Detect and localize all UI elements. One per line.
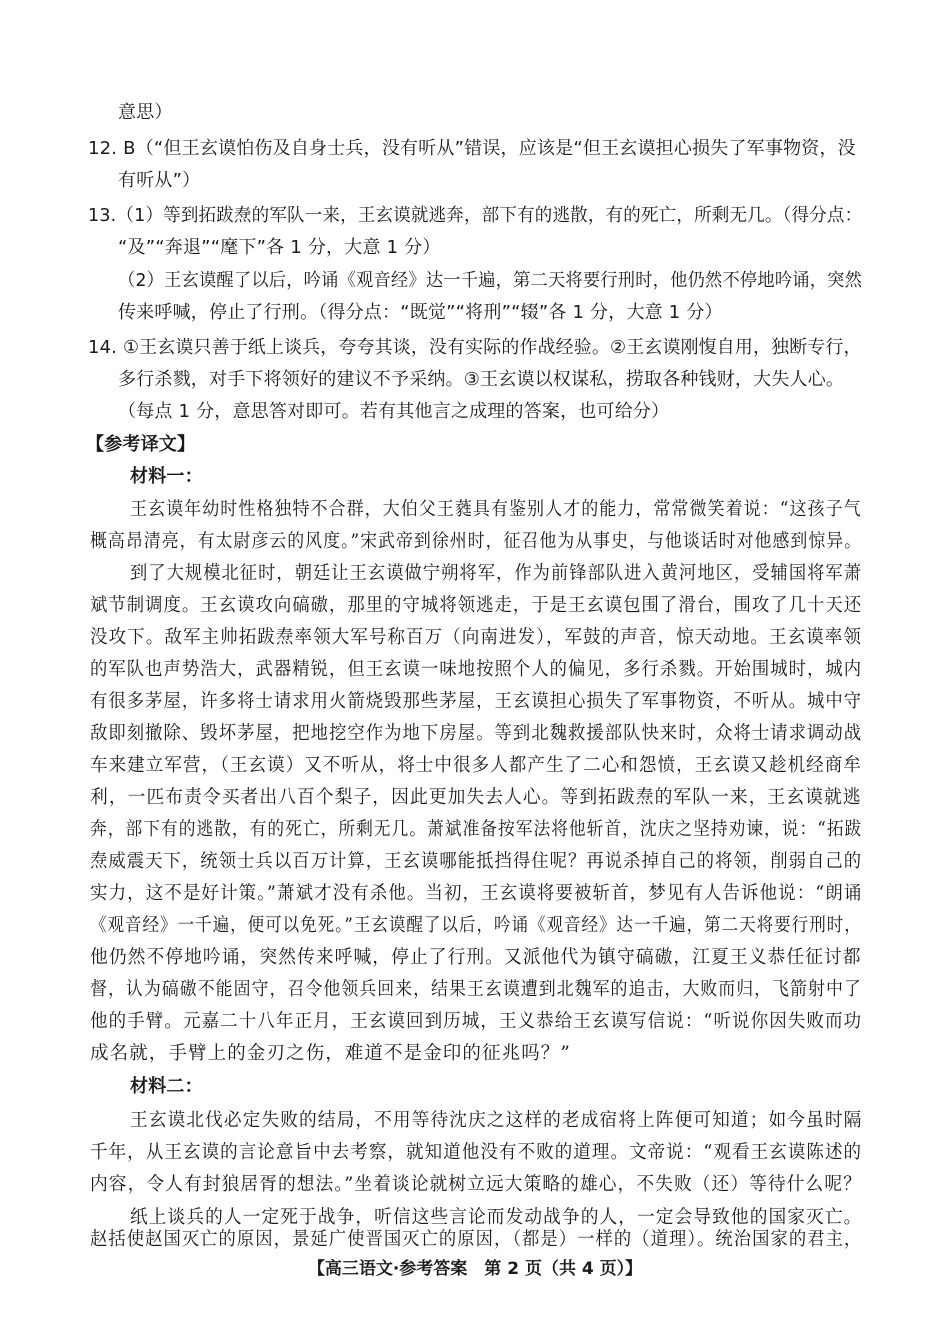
- text-line: 没攻下。敌军主帅拓跋焘率领大军号称百万（向南进发），军鼓的声音，惊天动地。王玄谟率领: [90, 627, 862, 648]
- answer-line: （2）王玄谟醒了以后，吟诵《观音经》达一千遍，第二天将要行刑时，他仍然不停地吟诵，突然: [118, 270, 863, 291]
- text-line: 王玄谟北伐必定失败的结局，不用等待沈庆之这样的老成宿将上阵便可知道；如今虽时隔: [130, 1110, 863, 1131]
- text-line: 赵括使赵国灭亡的原因，景延广使晋国灭亡的原因，（都是）一样的（道理）。统治国家的君主，: [90, 1229, 863, 1250]
- page-footer: 【高三语文·参考答案 第 2 页（共 4 页）】: [307, 1259, 643, 1279]
- text-line: 的军队也声势浩大，武器精锐，但王玄谟一味地按照个人的偏见，多行杀戮。开始围城时，城内: [90, 659, 863, 680]
- answer-line: 14. ①王玄谟只善于纸上谈兵，夸夸其谈，没有实际的作战经验。②王玄谟刚愎自用，独断专行，: [88, 337, 862, 358]
- text-line: 王玄谟年幼时性格独特不合群，大伯父王蕤具有鉴别人才的能力，常常微笑着说：“这孩子气: [130, 499, 862, 520]
- text-line: 督，认为碻磝不能固守，召令他领兵回来，结果王玄谟遭到北魏军的追击，大败而归，飞箭射中了: [90, 979, 862, 1000]
- text-line: 《观音经》一千遍，便可以免死。”王玄谟醒了以后，吟诵《观音经》达一千遍，第二天将要行刑时，: [90, 915, 862, 936]
- answer-line: 12. B（“但王玄谟怕伤及自身士兵，没有听从”错误，应该是“但王玄谟担心损失了军事物资，没: [88, 138, 856, 159]
- answer-line: 多行杀戮，对手下将领好的建议不予采纳。③王玄谟以权谋私，捞取各种钱财，大失人心。: [118, 369, 845, 390]
- text-line: 敌即刻撤除、毁坏茅屋，把地挖空作为地下房屋。等到北魏救援部队快来时，众将士请求调动战: [90, 723, 863, 744]
- text-line: 纸上谈兵的人一定死于战争，听信这些言论而发动战争的人，一定会导致他的国家灭亡。: [130, 1207, 863, 1228]
- text-line: 到了大规模北征时，朝廷让王玄谟做宁朔将军，作为前锋部队进入黄河地区，受辅国将军萧: [130, 563, 863, 584]
- answer-line: （每点 1 分，意思答对即可。若有其他言之成理的答案，也可给分）: [118, 401, 670, 422]
- text-line: 成名就，手臂上的金刃之伤，难道不是金印的征兆吗？”: [90, 1043, 571, 1064]
- answer-line: 有听从”）: [118, 170, 201, 191]
- text-line: 实力，这不是好计策。”萧斌才没有杀他。当初，王玄谟将要被斩首，梦见有人告诉他说：“朗诵: [90, 883, 863, 904]
- answer-line: 传来呼喊，停止了行刑。（得分点：“既觉”“将刑”“辍”各 1 分，大意 1 分）: [118, 302, 723, 323]
- material-2-title: 材料二：: [130, 1076, 203, 1097]
- translation-heading: 【参考译文】: [86, 434, 196, 455]
- text-line: 焘威震天下，统领士兵以百万计算，王玄谟哪能抵挡得住呢？再说杀掉自己的将领，削弱自己的: [90, 851, 863, 872]
- answer-line: 意思）: [118, 102, 173, 123]
- text-line: 利，一匹布责令买者出八百个梨子，因此更加失去人心。等到拓跋焘的军队一来，王玄谟就逃: [90, 787, 862, 808]
- text-line: 有很多茅屋，许多将士请求用火箭烧毁那些茅屋，王玄谟担心损失了军事物资，不听从。城中守: [90, 691, 863, 712]
- text-line: 他仍然不停地吟诵，突然传来呼喊，停止了行刑。又派他代为镇守碻磝，江夏王义恭任征讨都: [90, 947, 862, 968]
- text-line: 车来建立军营，（王玄谟）又不听从，将士中很多人都产生了二心和怨愤，王玄谟又趁机经商牟: [90, 755, 862, 776]
- text-line: 概高昂清亮，有太尉彦云的风度。”宋武帝到徐州时，征召他为从事史，与他谈话时对他感到惊异。: [90, 531, 863, 552]
- answer-line: “及”“奔退”“麾下”各 1 分，大意 1 分）: [118, 237, 441, 258]
- material-1-title: 材料一：: [130, 466, 203, 487]
- text-line: 斌节制调度。王玄谟攻向碻磝，那里的守城将领逃走，于是王玄谟包围了滑台，围攻了几十天还: [90, 595, 863, 616]
- text-line: 千年，从王玄谟的言论意旨中去考察，就知道他没有不败的道理。文帝说：“观看王玄谟陈述的: [90, 1142, 863, 1163]
- text-line: 他的手臂。元嘉二十八年正月，王玄谟回到历城，王义恭给王玄谟写信说：“听说你因失败而功: [90, 1011, 863, 1032]
- text-line: 内容，令人有封狼居胥的想法。”坐着谈论就树立远大策略的雄心，不失败（还）等待什么呢？: [90, 1174, 862, 1195]
- answer-line: 13.（1）等到拓跋焘的军队一来，王玄谟就逃奔，部下有的逃散，有的死亡，所剩无几。（得分点：: [88, 205, 863, 226]
- text-line: 奔，部下有的逃散，有的死亡，所剩无几。萧斌准备按军法将他斩首，沈庆之坚持劝谏，说：“拓跋: [90, 819, 863, 840]
